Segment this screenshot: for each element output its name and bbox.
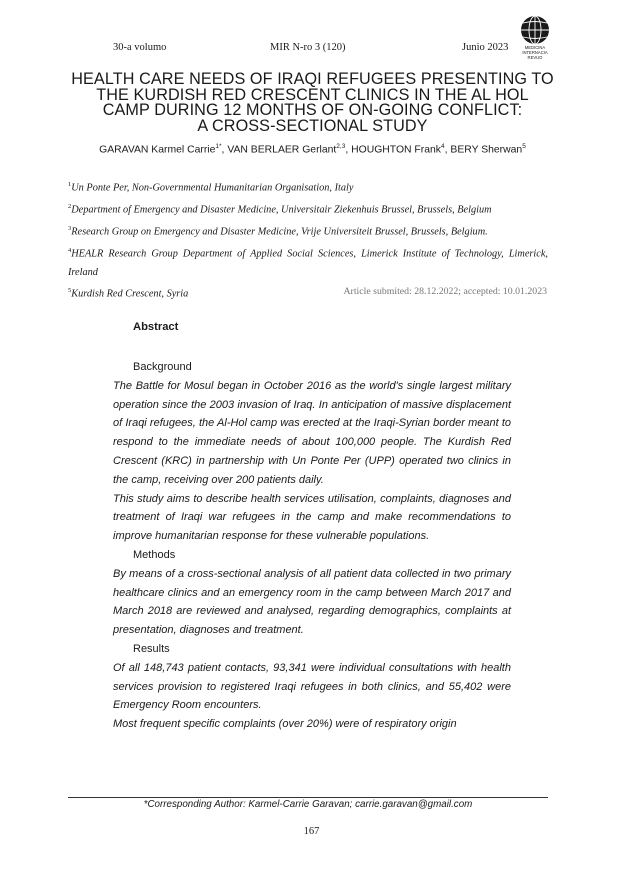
affiliation-text: HEALR Research Group Department of Applied Social Sciences, Limerick Institute of Technology, Limerick, Ireland	[68, 248, 548, 278]
affiliation-sup: 2	[68, 202, 72, 210]
affiliation	[68, 198, 548, 220]
corresponding-author-footnote: *Corresponding Author: Karmel-Carrie Garavan; carrie.garavan@gmail.com	[143, 799, 473, 810]
results-paragraph: Most frequent specific complaints (over 20%) were of respiratory origin	[113, 718, 457, 731]
author-sup: 2,3	[336, 143, 346, 150]
results-paragraph: Of all 148,743 patient contacts, 93,341 were individual consultations with health services provision to registered Iraqi refugees in both clinics, and 55,402 were Emergency Room encounters.	[113, 661, 511, 712]
author-name: GARAVAN Karmel Carrie	[99, 144, 216, 156]
footnote-divider	[68, 797, 548, 798]
author-sup: 1*	[215, 143, 222, 150]
affiliation-text: Research Group on Emergency and Disaster Medicine, Vrije Universiteit Brussel, Brussels, Belgium.	[71, 226, 488, 238]
page-number: 167	[303, 826, 320, 837]
affiliation-sup: 4	[68, 246, 72, 254]
affiliation	[68, 242, 548, 282]
globe-icon	[515, 14, 555, 60]
affiliation-sup: 5	[68, 287, 72, 295]
author-name: HOUGHTON Frank	[351, 144, 441, 156]
title-line: THE KURDISH RED CRESCENT CLINICS IN THE AL HOL	[96, 85, 529, 104]
author-list: GARAVAN Karmel Carrie$^{1*}$, VAN BERLAER Gerlant$^{2,3}$, HOUGHTON Frank$^4$, BERY Sherwan$^5$	[99, 143, 526, 156]
abstract-heading: Abstract	[133, 321, 179, 333]
affiliation-sup: 3	[68, 224, 72, 232]
journal-logo	[515, 14, 555, 60]
affiliation-text: Department of Emergency and Disaster Medicine, Universitair Ziekenhuis Brussel, Brussels, Belgium	[71, 204, 492, 216]
date-label: Junio 2023	[462, 42, 509, 53]
volume-label: 30-a volumo	[113, 42, 167, 53]
background-heading: Background	[133, 361, 192, 373]
title-line: CAMP DURING 12 MONTHS OF ON-GOING CONFLICT:	[102, 101, 523, 119]
submission-dates: Article submited: 28.12.2022; accepted: 10.01.2023	[343, 286, 547, 297]
results-heading: Results	[133, 642, 170, 655]
author-sup: 4	[440, 143, 445, 150]
abstract-body	[113, 358, 511, 734]
issue-label: MIR N-ro 3 (120)	[270, 42, 346, 53]
author-sup: 5	[522, 143, 526, 150]
methods-heading: Methods	[133, 548, 176, 561]
logo-text-2: INTERNACIA	[522, 50, 548, 55]
author-name: BERY Sherwan	[450, 144, 523, 156]
title-line: A CROSS-SECTIONAL STUDY	[197, 116, 428, 135]
background-paragraph: This study aims to describe health services utilisation, complaints, diagnoses and treatment of Iraqi war refugees in the camp and make recommendations to improve humanitarian response for these vulnerable populations.	[113, 492, 511, 543]
methods-paragraph: By means of a cross-sectional analysis of all patient data collected in two primary healthcare clinics and an emergency room in the camp between March 2017 and March 2018 are reviewed and analysed, regarding demographics, complaints at presentation, diagnoses and treatment.	[113, 567, 511, 637]
affiliation-text: Kurdish Red Crescent, Syria	[71, 288, 189, 300]
article-title	[40, 72, 585, 134]
affiliation	[68, 176, 548, 198]
affiliation	[68, 220, 548, 242]
logo-text-3: REVUO	[527, 55, 543, 60]
background-paragraph: The Battle for Mosul began in October 2016 as the world's single largest military operation since the 2003 invasion of Iraq. In anticipation of massive displacement of Iraqi refugees, the Al-Hol camp was erected at the Iraqi-Syrian border meant to respond to the immediate needs of about 100,000 people. The Kurdish Red Crescent (KRC) in partnership with Un Ponte Per (UPP) operated two clinics in the camp, receiving over 200 patients daily.	[113, 379, 511, 486]
affiliation-sup: 1	[68, 181, 72, 188]
affiliation-list	[68, 176, 548, 304]
author-name: VAN BERLAER Gerlant	[227, 144, 337, 156]
affiliation-text: Un Ponte Per, Non-Governmental Humanitarian Organisation, Italy	[71, 182, 354, 194]
logo-text-1: MEDICINA	[524, 45, 546, 50]
title-line: HEALTH CARE NEEDS OF IRAQI REFUGEES PRESENTING TO	[71, 70, 554, 88]
